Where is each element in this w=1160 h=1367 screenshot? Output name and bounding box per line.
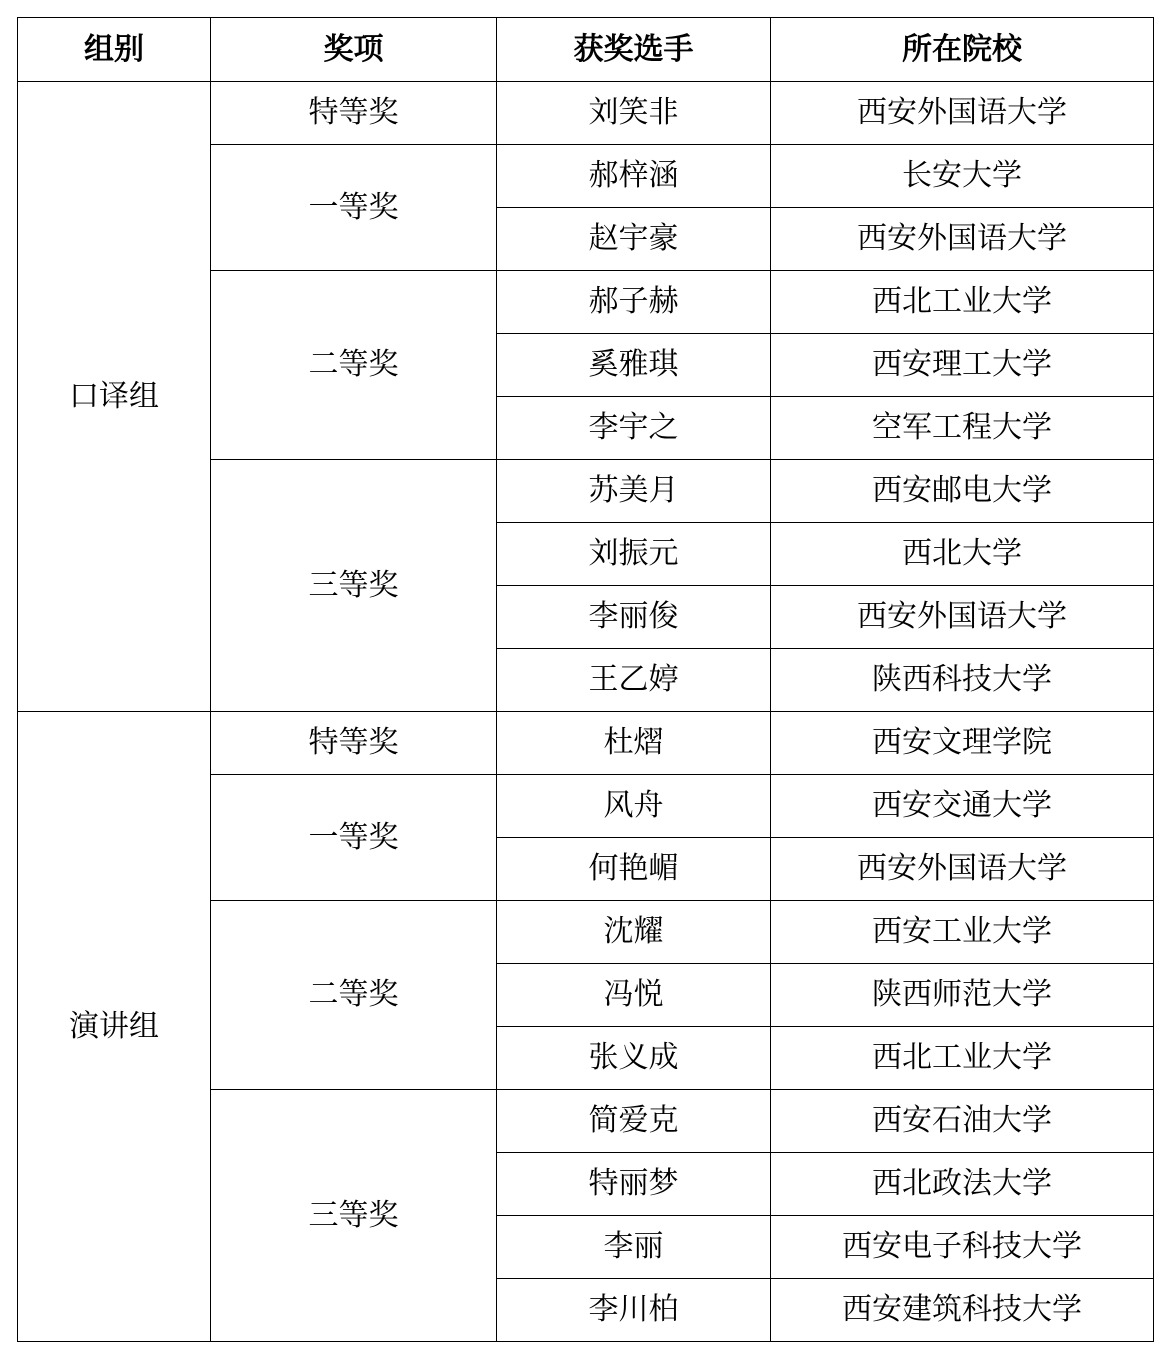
winner-cell: 郝梓涵	[497, 145, 771, 208]
table-header	[18, 18, 1154, 82]
header-school: 所在院校	[771, 18, 1154, 82]
header-award: 奖项	[211, 18, 497, 82]
winner-cell: 李丽	[497, 1216, 771, 1279]
awards-table	[17, 17, 1154, 1342]
winner-cell: 李丽俊	[497, 586, 771, 649]
table-body	[18, 82, 1154, 1342]
winner-cell: 冯悦	[497, 964, 771, 1027]
award-cell: 二等奖	[211, 271, 497, 460]
school-cell: 西安交通大学	[771, 775, 1154, 838]
school-cell: 西安外国语大学	[771, 586, 1154, 649]
award-cell: 三等奖	[211, 460, 497, 712]
winner-cell: 风舟	[497, 775, 771, 838]
school-cell: 西北政法大学	[771, 1153, 1154, 1216]
award-cell: 三等奖	[211, 1090, 497, 1342]
winner-cell: 奚雅琪	[497, 334, 771, 397]
group-cell: 口译组	[18, 82, 211, 712]
school-cell: 西安石油大学	[771, 1090, 1154, 1153]
award-cell: 二等奖	[211, 901, 497, 1090]
school-cell: 西安外国语大学	[771, 838, 1154, 901]
winner-cell: 杜熠	[497, 712, 771, 775]
award-cell: 一等奖	[211, 775, 497, 901]
school-cell: 空军工程大学	[771, 397, 1154, 460]
school-cell: 西北大学	[771, 523, 1154, 586]
winner-cell: 郝子赫	[497, 271, 771, 334]
winner-cell: 刘振元	[497, 523, 771, 586]
school-cell: 西安邮电大学	[771, 460, 1154, 523]
winner-cell: 沈耀	[497, 901, 771, 964]
winner-cell: 苏美月	[497, 460, 771, 523]
winner-cell: 特丽梦	[497, 1153, 771, 1216]
school-cell: 西安建筑科技大学	[771, 1279, 1154, 1342]
school-cell: 西安工业大学	[771, 901, 1154, 964]
winner-cell: 张义成	[497, 1027, 771, 1090]
winner-cell: 李宇之	[497, 397, 771, 460]
winner-cell: 李川柏	[497, 1279, 771, 1342]
group-cell: 演讲组	[18, 712, 211, 1342]
school-cell: 西北工业大学	[771, 271, 1154, 334]
table-row	[18, 82, 1154, 145]
header-group: 组别	[18, 18, 211, 82]
school-cell: 西安电子科技大学	[771, 1216, 1154, 1279]
school-cell: 西北工业大学	[771, 1027, 1154, 1090]
winner-cell: 简爱克	[497, 1090, 771, 1153]
winner-cell: 赵宇豪	[497, 208, 771, 271]
header-winner: 获奖选手	[497, 18, 771, 82]
school-cell: 西安文理学院	[771, 712, 1154, 775]
award-cell: 特等奖	[211, 82, 497, 145]
winner-cell: 王乙婷	[497, 649, 771, 712]
school-cell: 陕西师范大学	[771, 964, 1154, 1027]
table-row	[18, 712, 1154, 775]
award-cell: 一等奖	[211, 145, 497, 271]
winner-cell: 何艳嵋	[497, 838, 771, 901]
school-cell: 西安外国语大学	[771, 82, 1154, 145]
school-cell: 陕西科技大学	[771, 649, 1154, 712]
winner-cell: 刘笑非	[497, 82, 771, 145]
header-row	[18, 18, 1154, 82]
school-cell: 西安外国语大学	[771, 208, 1154, 271]
school-cell: 长安大学	[771, 145, 1154, 208]
school-cell: 西安理工大学	[771, 334, 1154, 397]
award-cell: 特等奖	[211, 712, 497, 775]
